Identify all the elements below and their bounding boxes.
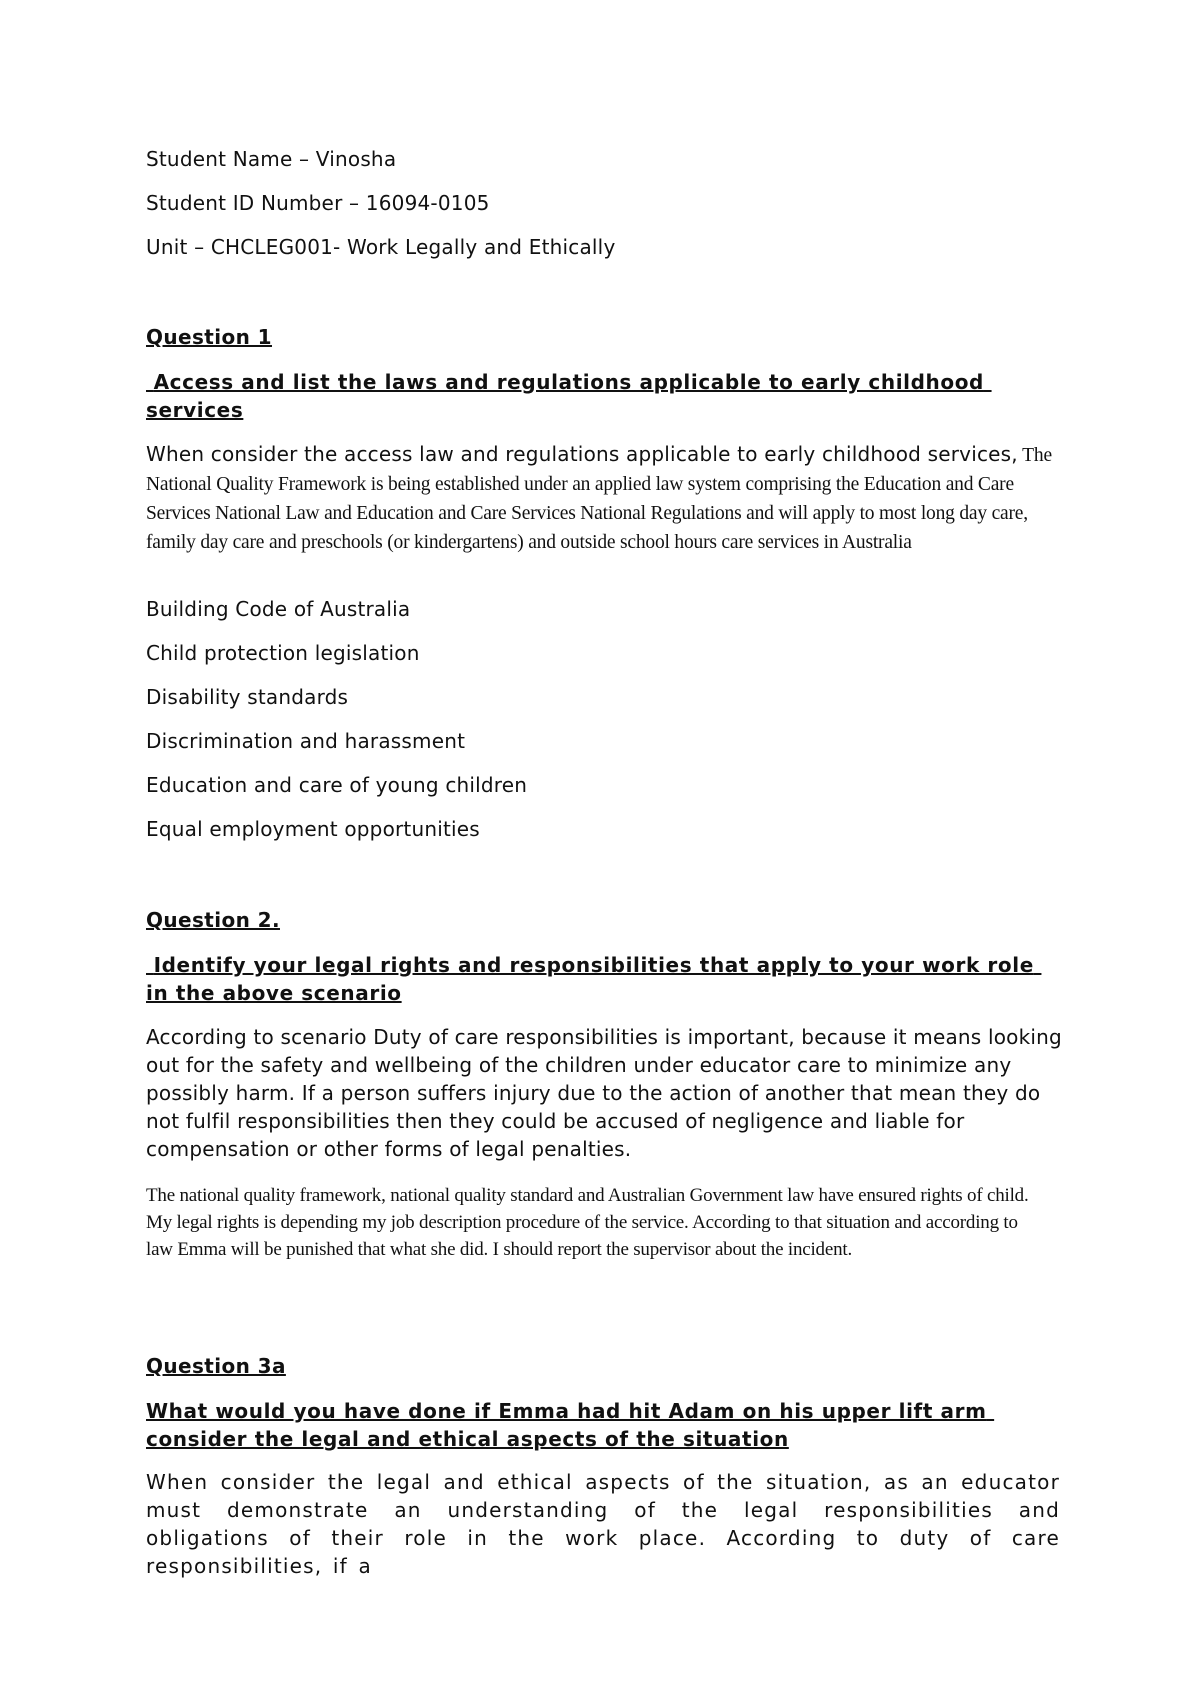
question-1-answer-serif: The National Quality Framework is being established under an applied law system comprising the Education and Care Services National Law and Education and Care Services National Regulations and will apply to most long day care, family day care and preschools (or kindergartens) and outside school hours care services in Australia <box>146 445 1052 553</box>
question-3a-answer: When consider the legal and ethical aspects of the situation, as an educator must demonstrate an understanding of the legal responsibilities and obligations of their role in the work place. According to duty of care responsibilities, if a <box>146 1470 1060 1578</box>
law-list-item: Equal employment opportunities <box>146 817 480 841</box>
law-list-item: Discrimination and harassment <box>146 729 466 753</box>
question-1-answer <box>146 440 1066 558</box>
question-2-answer-1: According to scenario Duty of care responsibilities is important, because it means looking out for the safety and wellbeing of the children under educator care to minimize any possibly harm. If a person suffers injury due to the action of another that mean they do not fulfil responsibilities then they could be accused of negligence and liable for compensation or other forms of legal penalties. <box>146 1025 1062 1161</box>
law-list-item: Child protection legislation <box>146 641 420 665</box>
student-id: Student ID Number – 16094-0105 <box>146 191 490 215</box>
question-1-label: Question 1 <box>146 325 272 349</box>
law-list-item: Building Code of Australia <box>146 597 411 621</box>
question-2-label: Question 2. <box>146 908 280 932</box>
law-list-item: Education and care of young children <box>146 773 528 797</box>
question-3a-heading: What would you have done if Emma had hit Adam on his upper lift arm consider the legal and ethical aspects of the situation <box>146 1399 995 1451</box>
student-name: Student Name – Vinosha <box>146 147 397 171</box>
question-2-answer-2: The national quality framework, national quality standard and Australian Government law have ensured rights of child. My legal rights is depending my job description procedure of the service. According to that situation and according to law Emma will be punished that what she did. I should report the supervisor about the incident. <box>146 1185 1029 1260</box>
unit-title: Unit – CHCLEG001- Work Legally and Ethically <box>146 235 616 259</box>
question-3a-label: Question 3a <box>146 1354 286 1378</box>
question-1-answer-sans: When consider the access law and regulations applicable to early childhood services, <box>146 442 1018 466</box>
law-list-item: Disability standards <box>146 685 349 709</box>
question-2-heading: Identify your legal rights and responsibilities that apply to your work role in the above scenario <box>146 953 1042 1005</box>
question-1-heading: Access and list the laws and regulations applicable to early childhood services <box>146 370 992 422</box>
